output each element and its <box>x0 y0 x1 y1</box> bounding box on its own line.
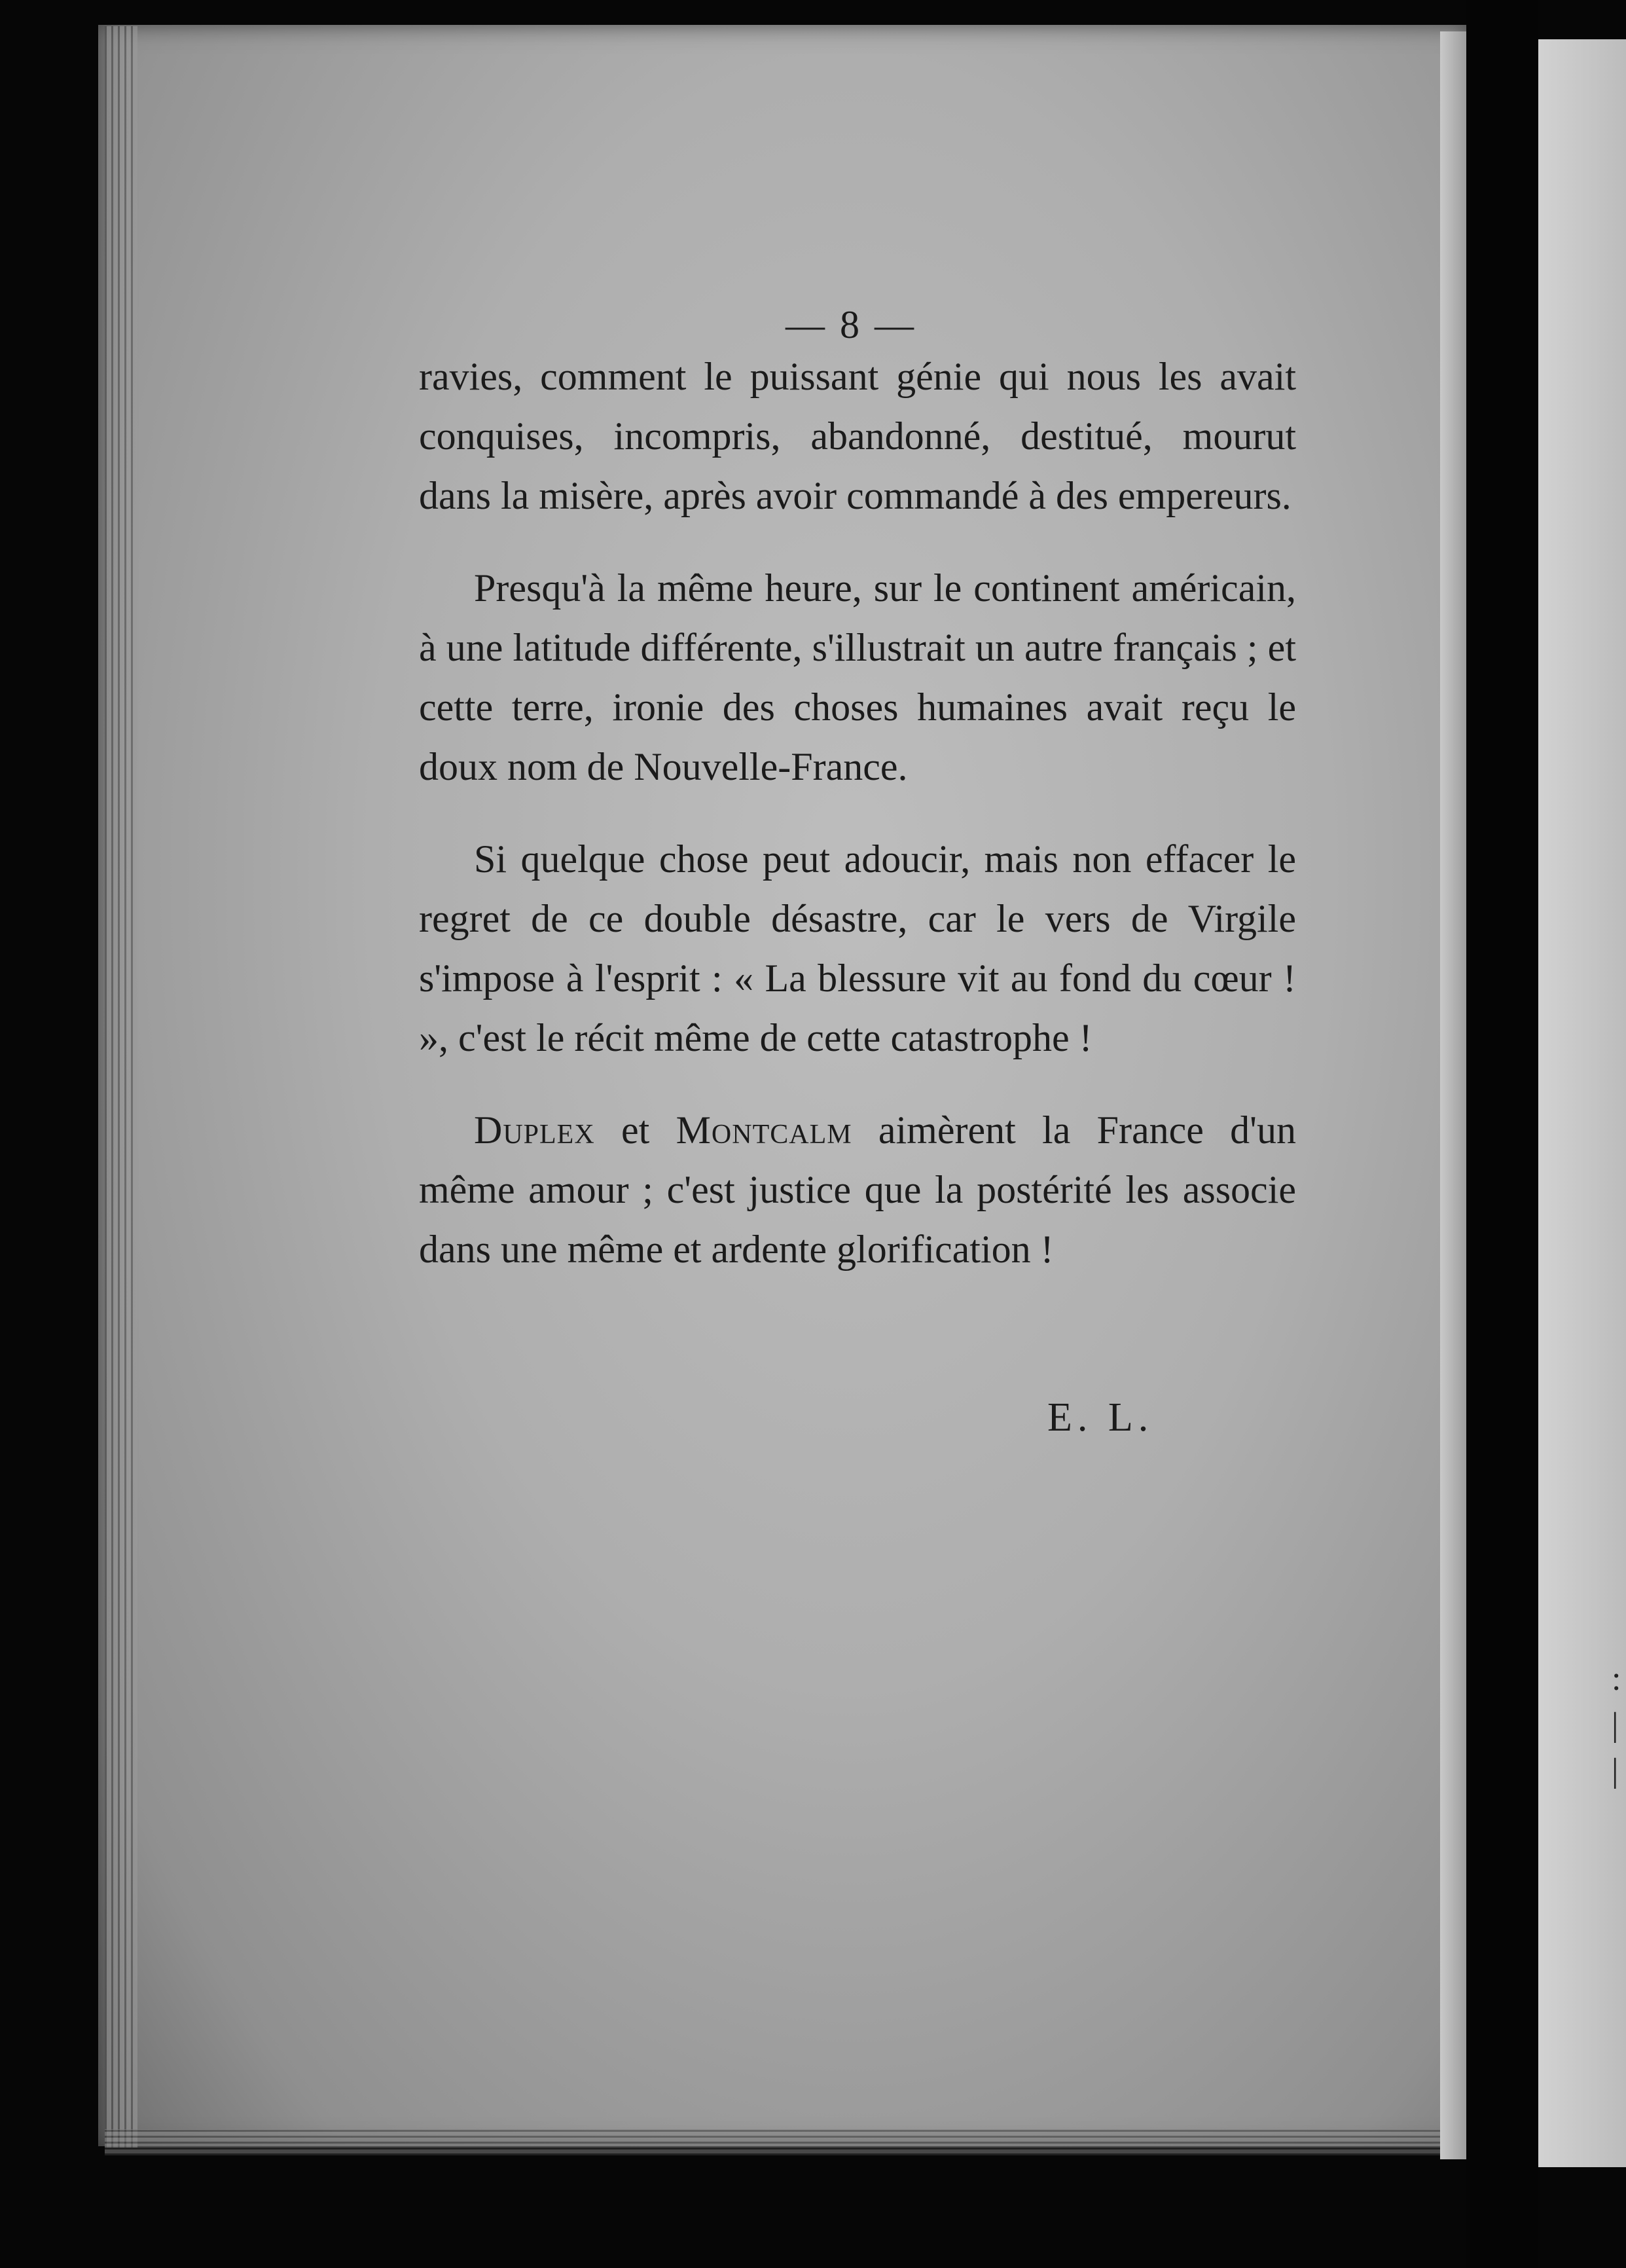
adjacent-page-fragment: : | | <box>1612 1660 1621 1789</box>
adjacent-page <box>1538 39 1626 2167</box>
paragraph-1: ravies, comment le puissant génie qui nous les avait conquises, incompris, abandonné, destitué, mourut dans la misère, après avoir commandé à des empereurs. <box>419 355 1296 517</box>
name-montcalm: Montcalm <box>676 1108 852 1152</box>
paragraph-4 <box>419 1101 1296 1279</box>
page-stack-left-edge <box>105 26 137 2148</box>
book-gutter <box>1466 0 1538 2268</box>
page-stack-bottom-edge <box>105 2129 1466 2155</box>
paragraph-3: Si quelque chose peut adoucir, mais non effacer le regret de ce double désastre, car le vers de Virgile s'impose à l'esprit : « La blessure vit au fond du cœur ! », c'est le récit même de cette catastrophe ! <box>419 837 1296 1059</box>
paragraph-4-rest: aimèrent la France d'un même amour ; c'est justice que la postérité les associe dans une même et ardente glorification ! <box>419 1108 1296 1271</box>
page-number: — 8 — <box>786 303 916 346</box>
connector-text: et <box>594 1108 676 1152</box>
paragraph-2: Presqu'à la même heure, sur le continent américain, à une latitude différente, s'illustrait un autre français ; et cette terre, ironie des choses humaines avait reçu le doux nom de Nouvelle-France. <box>419 566 1296 788</box>
body-text <box>419 347 1296 1312</box>
name-duplex: Duplex <box>474 1108 595 1152</box>
page-right-margin <box>1440 31 1466 2159</box>
signature-initials: E. L. <box>1047 1395 1154 1440</box>
